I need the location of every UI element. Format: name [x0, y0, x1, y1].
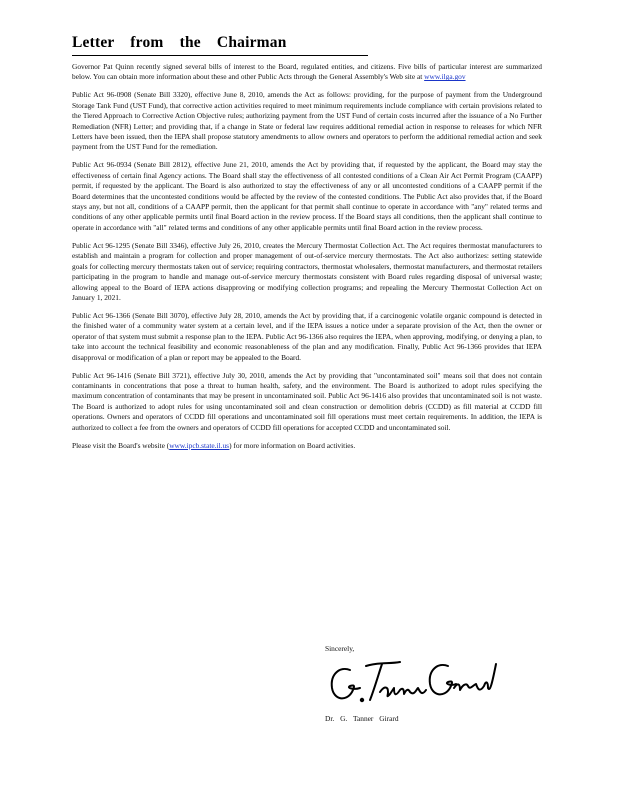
public-act-paragraph: Public Act 96-1366 (Senate Bill 3070), effective July 28, 2010, amends the Act by providing that, if a carcinogenic volatile organic compound is detected in the finished water of a community water system at a certain level, and if the IEPA issues a notice under a separate provision of the Act, then the owner or operator of that system must submit a response plan to the IEPA. Public Act 96-1366 also requires the IEPA, when approving, modifying, or denying a plan, to take into account the technical feasibility and economic reasonableness of the plan and any modification. Finally, Public Act 96-1366 provides that IEPA disapproval or modification of a plan or report may be appealed to the Board.: [72, 310, 542, 362]
title-underline: [72, 55, 368, 56]
ilga-link[interactable]: www.ilga.gov: [424, 72, 466, 82]
closing-text: Please visit the Board's website (: [72, 440, 170, 450]
public-act-paragraph: Public Act 96-1416 (Senate Bill 3721), effective July 30, 2010, amends the Act by providing that "uncontaminated soil" means soil that does not contain contaminants in concentrations that pose a threat to human health, safety, and the environment. The Board is authorized to adopt rules specifying the maximum concentration of contaminants that may be present in uncontaminated soil. Public Act 96-1416 also provides that uncontaminated soil is not waste. The Board is authorized to adopt rules for using uncontaminated soil and clean construction or demolition debris (CCDD) as fill material at CCDD fill operations. Owners and operators of CCDD fill operations and uncontaminated soil fill operations must meet certain requirements. In addition, the IEPA is authorized to collect a fee from the owners and operators of CCDD fill operations for accepted CCDD and uncontaminated soil.: [72, 370, 542, 432]
public-act-paragraph: Public Act 96-1295 (Senate Bill 3346), effective July 26, 2010, creates the Mercury Thermostat Collection Act. The Act requires thermostat manufacturers to establish and maintain a program for collection and proper management of out-of-service mercury thermostats. The Act also authorizes: setting statewide goals for collecting mercury thermostats taken out of service; requiring contractors, thermostat wholesalers, thermostat manufacturers, and thermostat retailers participating in the program to handle and manage out-of-service mercury thermostats consistent with Board rules regarding disposal of universal waste; allowing appeal to the Board of IEPA actions disapproving or modifying collection programs; and repealing the Mercury Thermostat Collection Act on January 1, 2021.: [72, 240, 542, 302]
ipcb-link[interactable]: www.ipcb.state.il.us: [169, 440, 230, 450]
intro-text: Governor Pat Quinn recently signed several bills of interest to the Board, regulated entities, and citizens. Five bills of particular interest are summarized below. You can obtain more information about these and other Public Acts through the General Assembly's Web site at: [72, 62, 542, 82]
signer-name: Dr. G. Tanner Girard: [325, 714, 399, 723]
letter-title: Letter from the Chairman: [72, 34, 287, 51]
letter-body: [72, 62, 542, 459]
public-act-paragraph: Public Act 96-0908 (Senate Bill 3320), effective June 8, 2010, amends the Act as follows: providing, for the purpose of payment from the Underground Storage Tank Fund (UST Fund), that corrective action activities required to meet minimum requirements include compliance with certain provisions related to the Tiered Approach to Corrective Action Objective rules; authorizing payment from the UST Fund of certain costs incurred after the issuance of a No Further Remediation (NFR) Letter; and providing that, if a change in State or federal law requires additional remedial action in response to releases for which NFR Letters have been issued, then the IEPA shall propose statutory amendments to allow owners and operators to perform the additional remedial action and seek payment from the UST Fund for the remediation.: [72, 90, 542, 152]
sign-off: Sincerely,: [325, 644, 355, 653]
public-act-paragraph: Public Act 96-0934 (Senate Bill 2812), effective June 21, 2010, amends the Act by providing that, if requested by the applicant, the Board may stay the effectiveness of certain final Agency actions. The Board shall stay the effectiveness of all contested conditions of a Clean Air Act Permit Program (CAAPP) permit, if requested by the applicant. The Board is also authorized to stay the effectiveness of any or all uncontested conditions of a CAAPP permit if the Board determines that the uncontested conditions would be affected by the review of the contested conditions. The Public Act also provides that, if the Board stays any, but not all, conditions of a CAAPP permit, then the applicant for that permit shall continue to operate in accordance with "any" related terms and conditions of any other applicable permits until final Board action in the review process. If the Board stays all conditions, then the applicant shall continue to operate in accordance with "all" related terms and conditions of any other applicable permits until final Board action in the review process.: [72, 160, 542, 232]
closing-text-end: ) for more information on Board activities.: [229, 440, 356, 450]
closing-paragraph: [72, 441, 542, 451]
handwritten-signature: [320, 652, 500, 712]
intro-paragraph: [72, 62, 542, 83]
